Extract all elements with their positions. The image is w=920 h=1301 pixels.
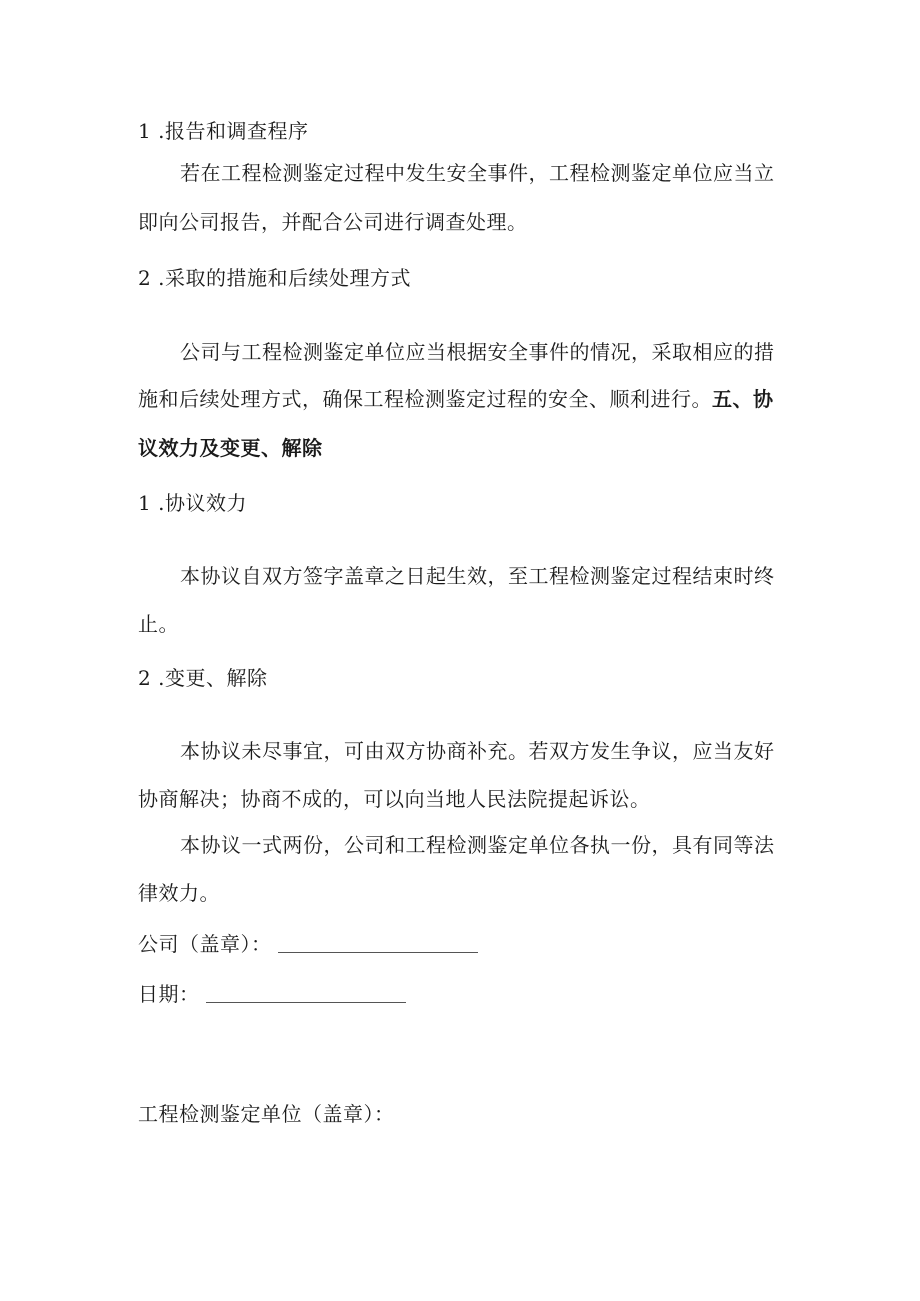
paragraph-text: 施和后续处理方式，确保工程检测鉴定过程的安全、顺利进行。: [138, 387, 712, 411]
paragraph-line: [138, 385, 774, 413]
section-heading-measures: 2 .采取的措施和后续处理方式: [138, 266, 411, 290]
section-heading-change: 2 .变更、解除: [138, 666, 268, 690]
company-seal-row: [138, 930, 478, 958]
paragraph-line: 律效力。: [138, 881, 220, 905]
section-heading-report-procedure: 1 .报告和调查程序: [138, 119, 309, 143]
chapter-heading-validity: 议效力及变更、解除: [138, 436, 323, 460]
unit-seal-label: 工程检测鉴定单位（盖章）：: [138, 1102, 395, 1126]
date-row: [138, 980, 406, 1008]
company-seal-label: 公司（盖章）：: [138, 932, 272, 956]
paragraph-line: 即向公司报告，并配合公司进行调查处理。: [138, 210, 528, 234]
paragraph-line: 协商解决；协商不成的，可以向当地人民法院提起诉讼。: [138, 787, 651, 811]
paragraph-line: 本协议一式两份，公司和工程检测鉴定单位各执一份，具有同等法: [180, 833, 775, 857]
paragraph-line: 本协议未尽事宜，可由双方协商补充。若双方发生争议，应当友好: [180, 739, 775, 763]
company-seal-blank[interactable]: [278, 932, 478, 953]
paragraph-line: 止。: [138, 612, 179, 636]
date-blank[interactable]: [206, 982, 406, 1003]
section-heading-validity: 1 .协议效力: [138, 491, 247, 515]
paragraph-line: 若在工程检测鉴定过程中发生安全事件，工程检测鉴定单位应当立: [180, 161, 775, 185]
date-label: 日期：: [138, 982, 200, 1006]
chapter-heading-start: 五、协: [712, 387, 774, 411]
paragraph-line: 公司与工程检测鉴定单位应当根据安全事件的情况，采取相应的措: [180, 340, 775, 364]
paragraph-line: 本协议自双方签字盖章之日起生效，至工程检测鉴定过程结束时终: [180, 564, 775, 588]
